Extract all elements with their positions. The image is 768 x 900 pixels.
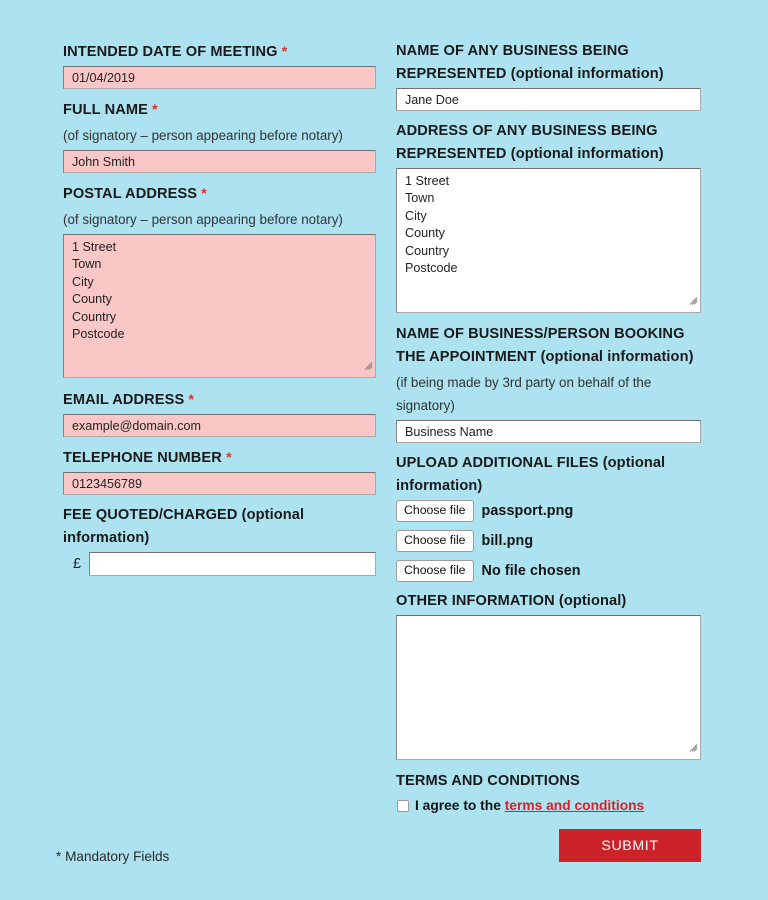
file-upload-row — [396, 530, 701, 552]
choose-file-button-2[interactable]: Choose file — [396, 530, 474, 552]
business-name-label: NAME OF ANY BUSINESS BEING REPRESENTED (optional information) — [396, 43, 664, 82]
required-asterisk: * — [281, 43, 288, 59]
email-label-text: EMAIL ADDRESS — [63, 392, 185, 408]
currency-symbol: £ — [73, 556, 82, 572]
choose-file-button-1[interactable]: Choose file — [396, 500, 474, 522]
postal-address-textarea[interactable] — [63, 234, 376, 378]
mandatory-fields-note: * Mandatory Fields — [56, 849, 170, 864]
booking-name-input[interactable] — [396, 420, 701, 443]
right-column — [396, 40, 701, 862]
file-name-3: No file chosen — [481, 563, 581, 579]
terms-agree-prefix: I agree to the — [415, 798, 505, 813]
uploads-label: UPLOAD ADDITIONAL FILES (optional information) — [396, 455, 666, 494]
full-name-hint: (of signatory – person appearing before notary) — [63, 128, 343, 143]
required-asterisk: * — [152, 101, 158, 117]
business-address-label: ADDRESS OF ANY BUSINESS BEING REPRESENTED (optional information) — [396, 123, 664, 162]
fee-row — [63, 552, 376, 576]
terms-and-conditions-link[interactable]: terms and conditions — [504, 798, 645, 813]
terms-agree-row[interactable] — [396, 798, 701, 813]
file-name-1: passport.png — [481, 503, 574, 519]
business-address-textarea[interactable] — [396, 168, 701, 313]
other-information-field-wrap — [396, 615, 701, 760]
email-input[interactable] — [63, 414, 376, 437]
left-column — [63, 40, 376, 576]
postal-address-label-text: POSTAL ADDRESS — [63, 186, 198, 202]
full-name-label — [63, 98, 376, 122]
terms-checkbox[interactable] — [397, 800, 409, 812]
required-asterisk: * — [226, 449, 232, 465]
booking-name-label: NAME OF BUSINESS/PERSON BOOKING THE APPOINTMENT (optional information) — [396, 326, 694, 365]
telephone-input[interactable] — [63, 472, 376, 495]
booking-name-hint: (if being made by 3rd party on behalf of the signatory) — [396, 375, 652, 413]
required-asterisk: * — [188, 391, 195, 407]
telephone-label-text: TELEPHONE NUMBER — [63, 450, 222, 466]
full-name-label-text: FULL NAME — [63, 102, 148, 118]
full-name-input[interactable] — [63, 150, 376, 173]
telephone-label — [63, 446, 376, 470]
meeting-date-label — [63, 40, 376, 64]
other-information-textarea[interactable] — [396, 615, 701, 760]
postal-address-field-wrap — [63, 234, 376, 378]
submit-row — [396, 829, 701, 862]
terms-agree-text — [415, 798, 644, 813]
terms-heading: TERMS AND CONDITIONS — [396, 773, 580, 789]
submit-button[interactable]: SUBMIT — [559, 829, 701, 862]
fee-input[interactable] — [89, 552, 376, 576]
meeting-date-label-text: INTENDED DATE OF MEETING — [63, 44, 278, 60]
meeting-date-input[interactable] — [63, 66, 376, 89]
file-name-2: bill.png — [481, 533, 534, 549]
other-information-label: OTHER INFORMATION (optional) — [396, 593, 627, 609]
business-name-input[interactable] — [396, 88, 701, 111]
postal-address-label — [63, 182, 376, 206]
required-asterisk: * — [201, 185, 207, 201]
fee-label: FEE QUOTED/CHARGED (optional information) — [63, 507, 305, 546]
postal-address-hint: (of signatory – person appearing before notary) — [63, 212, 343, 227]
file-upload-row — [396, 500, 701, 522]
choose-file-button-3[interactable]: Choose file — [396, 560, 474, 582]
email-label — [63, 388, 376, 412]
file-upload-row — [396, 560, 701, 582]
business-address-field-wrap — [396, 168, 701, 313]
